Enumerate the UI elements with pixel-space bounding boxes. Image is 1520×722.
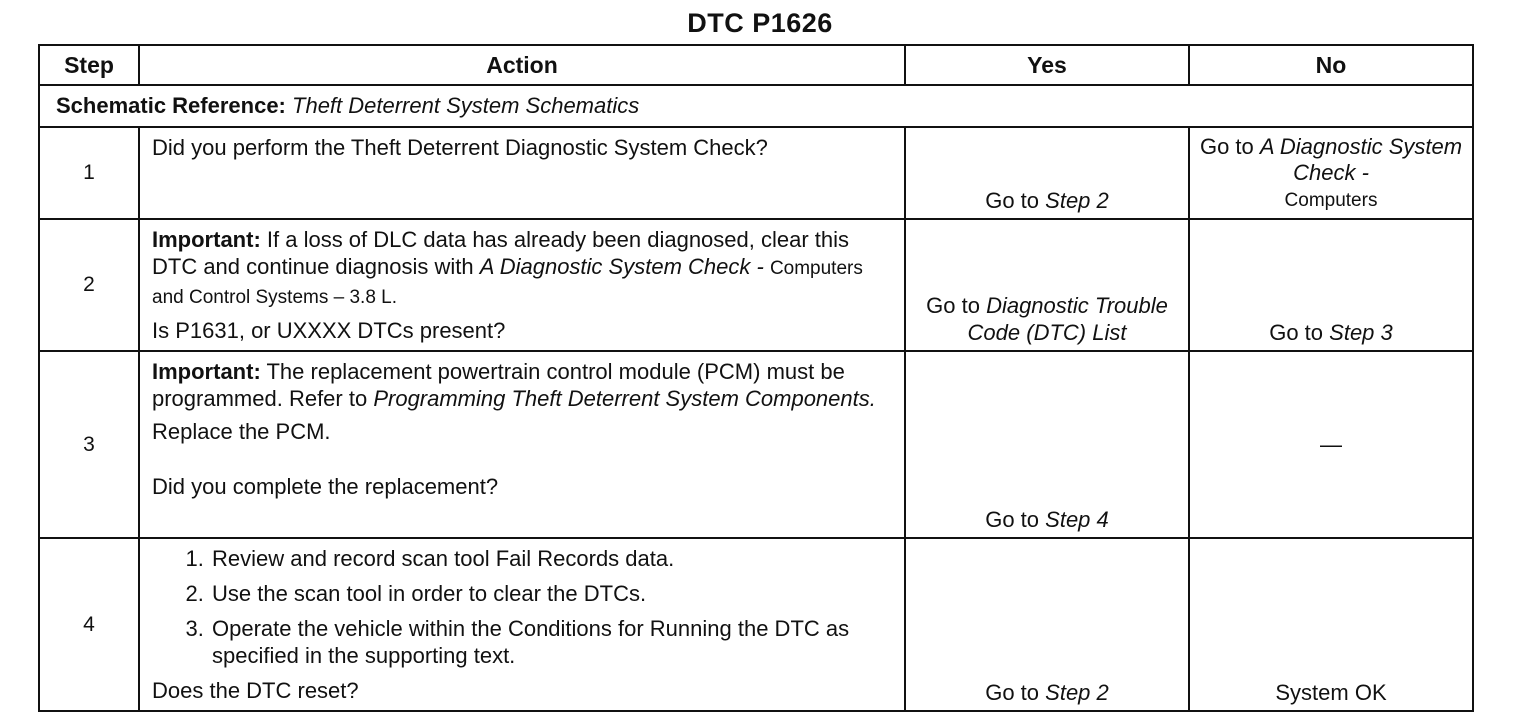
yes-cell [905,538,1189,711]
list-item: 2. Use the scan tool in order to clear the DTCs. [210,580,892,607]
no-prefix: Go to [1199,134,1254,159]
table-row [39,538,1473,711]
table-row [39,351,1473,538]
yes-prefix: Go to [926,293,980,318]
header-step: Step [39,45,139,85]
header-row [39,45,1473,85]
yes-cell [905,219,1189,351]
important-suffix: Computers and Control Systems – 3.8 L. [152,258,863,308]
action-question: Does the DTC reset? [152,678,359,703]
step-number: 3 [39,351,139,538]
header-yes: Yes [905,45,1189,85]
no-value: System OK [1275,680,1387,705]
table-row [39,219,1473,351]
no-prefix: Go to [1269,320,1324,345]
important-link[interactable]: Programming Theft Deterrent System Components. [373,386,876,411]
important-text: The replacement powertrain control module (PCM) must be programmed. Refer to [152,359,845,411]
dtc-table [38,44,1474,712]
no-cell [1189,351,1473,538]
yes-link[interactable]: Step 2 [1045,680,1109,705]
yes-prefix: Go to [985,188,1040,213]
step-number: 4 [39,538,139,711]
yes-link[interactable]: Step 4 [1045,507,1109,532]
no-cell [1189,127,1473,219]
no-cell [1189,219,1473,351]
step-number: 2 [39,219,139,351]
schematic-row [39,85,1473,127]
action-instruction: Replace the PCM. [152,419,331,444]
no-value: — [1320,431,1342,457]
list-item: 3. Operate the vehicle within the Conditions for Running the DTC as specified in the supporting text. [210,615,892,669]
action-question: Did you perform the Theft Deterrent Diagnostic System Check? [152,135,768,160]
important-text: If a loss of DLC data has already been diagnosed, clear this DTC and continue diagnosis with [152,227,850,279]
important-label: Important: [152,359,261,384]
list-item: 1. Review and record scan tool Fail Records data. [210,545,892,572]
action-cell [139,538,905,711]
action-question: Did you complete the replacement? [152,474,499,499]
yes-prefix: Go to [985,680,1040,705]
header-action: Action [139,45,905,85]
important-label: Important: [152,227,261,252]
schematic-label: Schematic Reference: [56,93,286,118]
no-suffix: Computers [1284,190,1378,211]
header-no: No [1189,45,1473,85]
schematic-link[interactable]: Theft Deterrent System Schematics [292,93,640,118]
action-cell [139,351,905,538]
yes-prefix: Go to [985,507,1040,532]
no-link[interactable]: Step 3 [1329,320,1393,345]
important-link[interactable]: A Diagnostic System Check - [479,254,764,279]
yes-link[interactable]: Diagnostic Trouble Code (DTC) List [967,293,1168,345]
page-title: DTC P1626 [687,8,833,38]
yes-link[interactable]: Step 2 [1045,188,1109,213]
no-cell [1189,538,1473,711]
step-number: 1 [39,127,139,219]
action-cell [139,127,905,219]
schematic-reference [39,85,1473,127]
action-cell [139,219,905,351]
action-question: Is P1631, or UXXXX DTCs present? [152,318,506,343]
action-list [152,545,892,669]
yes-cell [905,127,1189,219]
no-link[interactable]: A Diagnostic System Check - [1259,134,1463,185]
table-row [39,127,1473,219]
yes-cell [905,351,1189,538]
